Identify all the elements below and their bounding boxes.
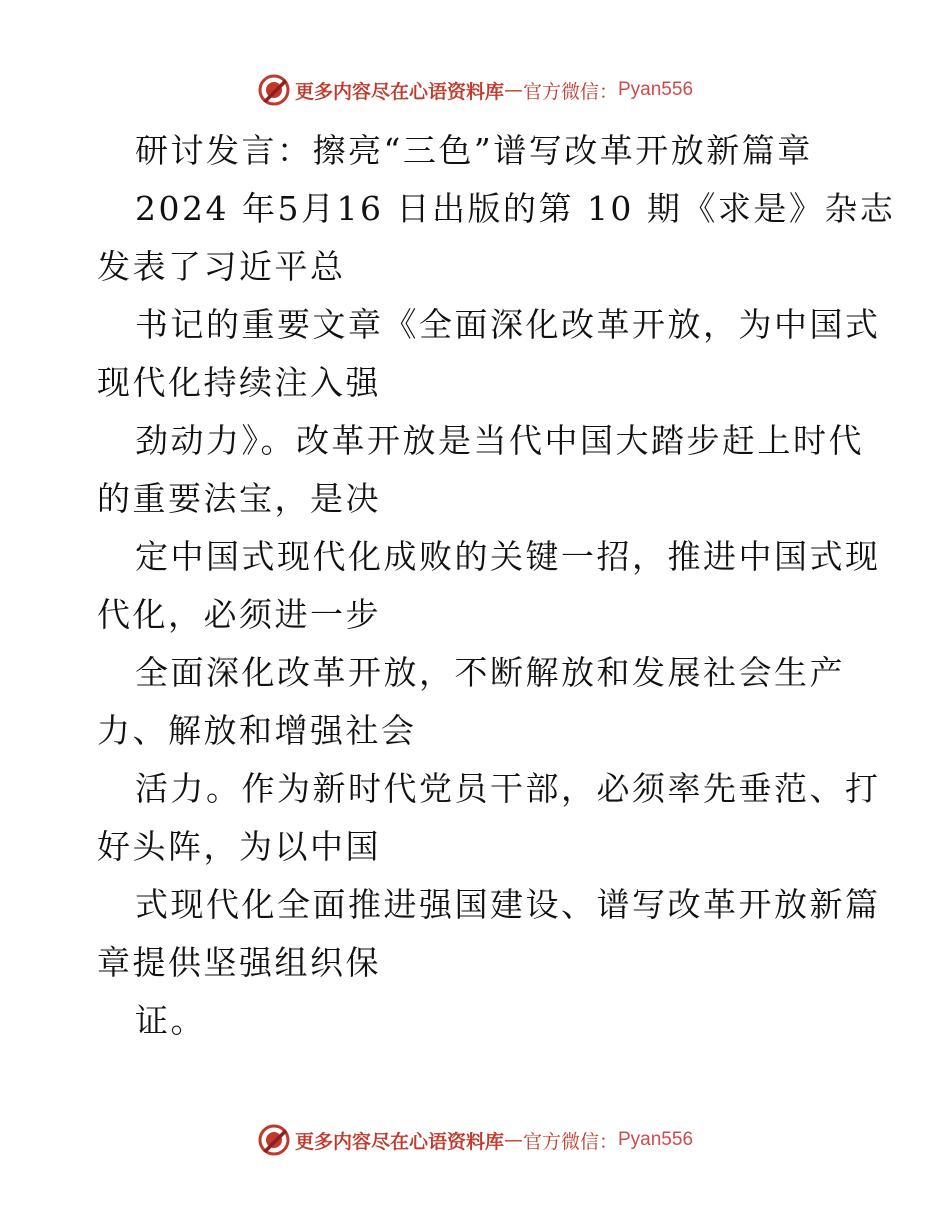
paragraph-line: 证。 (135, 1001, 206, 1040)
paragraph-line: 力、解放和增强社会 (97, 711, 417, 750)
banner-site-text: 更多内容尽在心语资料库 (294, 80, 504, 103)
banner-wechat-label: 官方微信： (522, 80, 618, 103)
quill-logo-icon (257, 1123, 291, 1157)
document-title: 研讨发言：擦亮“三色”谱写改革开放新篇章 (135, 131, 813, 170)
document-body (97, 122, 896, 1050)
footer-watermark-banner (0, 1120, 950, 1160)
header-watermark-banner (0, 70, 950, 110)
banner-site-text: 更多内容尽在心语资料库 (294, 1130, 504, 1153)
paragraph-line: 好头阵，为以中国 (97, 827, 381, 866)
paragraph-line: 章提供坚强组织保 (97, 943, 381, 982)
paragraph-line: 代化，必须进一步 (97, 595, 381, 634)
banner-dash: — (503, 79, 523, 101)
paragraph-line: 活力。作为新时代党员干部，必须率先垂范、打 (135, 769, 881, 808)
paragraph-line: 现代化持续注入强 (97, 363, 381, 402)
paragraph-line: 书记的重要文章《全面深化改革开放，为中国式 (135, 305, 881, 344)
banner-wechat-id: Pyan556 (618, 79, 694, 100)
paragraph-line: 的重要法宝，是决 (97, 479, 381, 518)
paragraph-line: 2024 年5月16 日出版的第 10 期《求是》杂志 (135, 189, 896, 228)
paragraph-line: 全面深化改革开放，不断解放和发展社会生产 (135, 653, 845, 692)
banner-wechat-id: Pyan556 (618, 1129, 694, 1150)
paragraph-line: 发表了习近平总 (97, 247, 346, 286)
banner-wechat-label: 官方微信： (522, 1130, 618, 1153)
paragraph-line: 定中国式现代化成败的关键一招，推进中国式现 (135, 537, 881, 576)
banner-dash: — (503, 1129, 523, 1151)
quill-logo-icon (257, 73, 291, 107)
paragraph-line: 劲动力》。改革开放是当代中国大踏步赶上时代 (135, 421, 864, 460)
paragraph-line: 式现代化全面推进强国建设、谱写改革开放新篇 (135, 885, 881, 924)
